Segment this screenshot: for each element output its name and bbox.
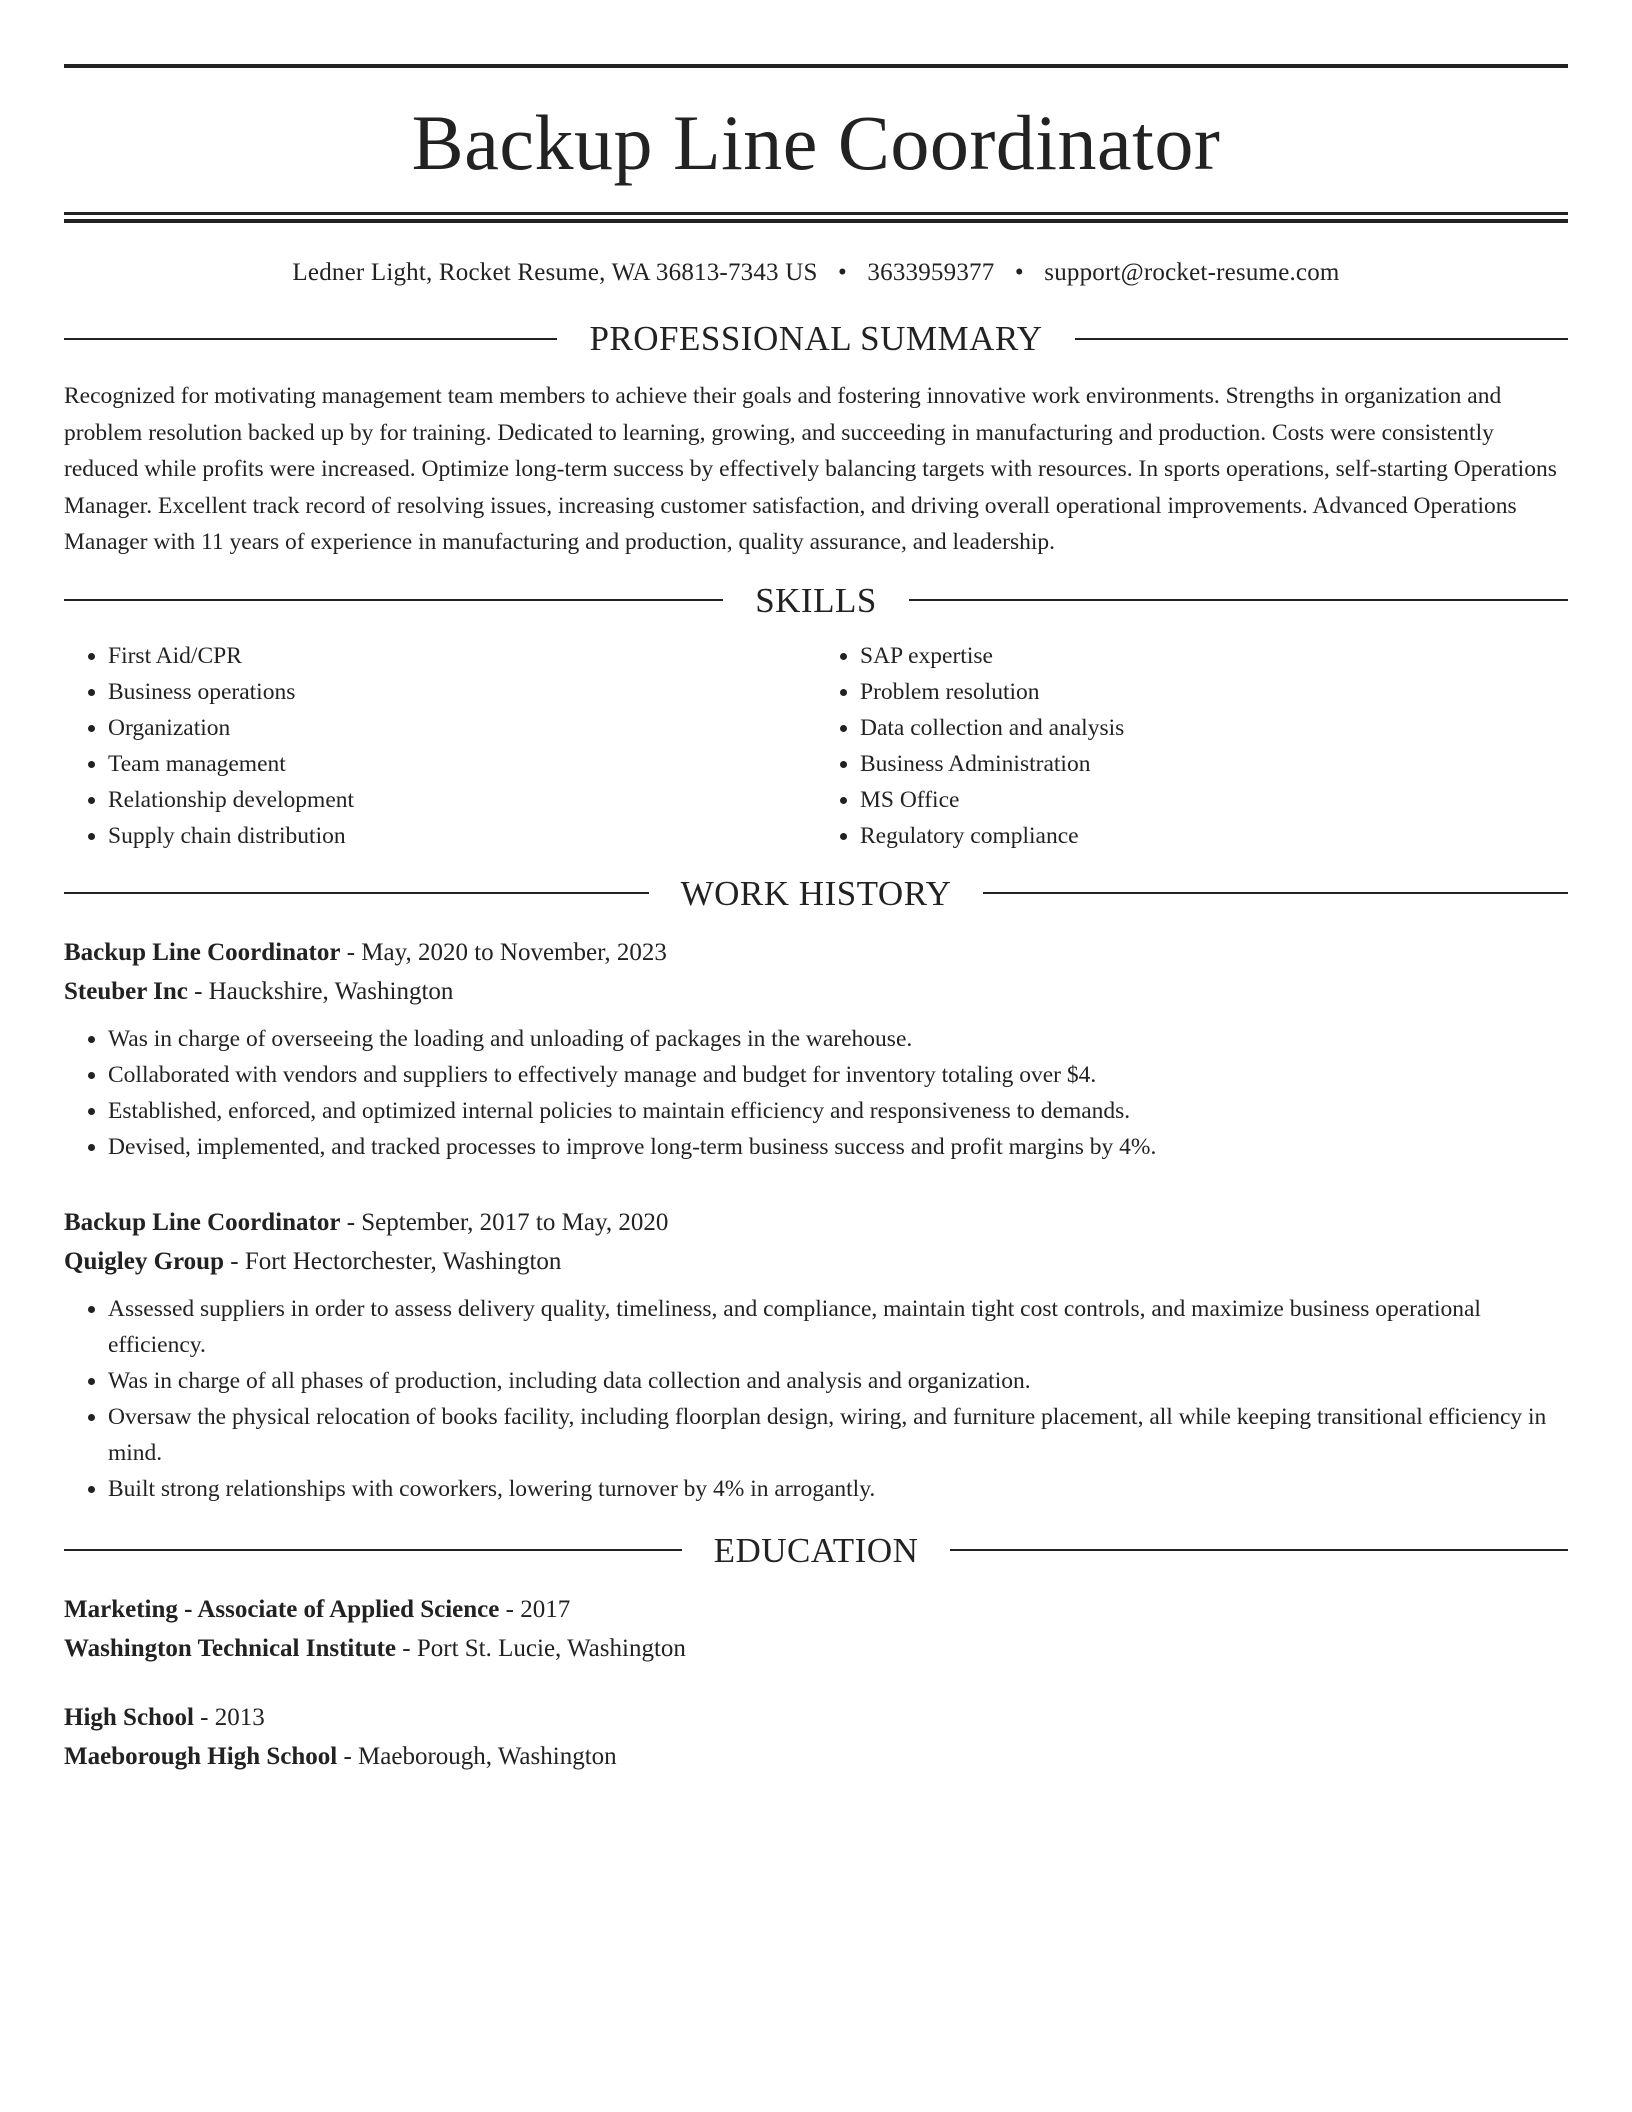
contact-line	[64, 259, 1568, 287]
job-bullet: • Established, enforced, and optimized internal policies to maintain efficiency and responsiveness to demands.	[108, 1093, 1568, 1129]
job-role-line	[64, 933, 1568, 972]
job-bullets	[64, 1291, 1568, 1507]
job-bullet: • Built strong relationships with coworkers, lowering turnover by 4% in arrogantly.	[108, 1471, 1568, 1507]
education-school-line	[64, 1737, 1568, 1776]
job-role: Backup Line Coordinator	[64, 1208, 341, 1236]
job-company: Steuber Inc	[64, 977, 188, 1005]
heading-rule-left	[64, 892, 649, 894]
job-entry	[64, 1203, 1568, 1507]
education-school: Maeborough High School	[64, 1742, 338, 1770]
job-dates: - May, 2020 to November, 2023	[340, 938, 667, 966]
job-location: - Fort Hectorchester, Washington	[224, 1247, 562, 1275]
contact-address: Ledner Light, Rocket Resume, WA 36813-7343 US	[292, 259, 818, 286]
education-school: Washington Technical Institute	[64, 1634, 397, 1662]
education-degree: High School	[64, 1703, 194, 1731]
heading-rule-left	[64, 599, 723, 601]
skills-column-right	[816, 638, 1568, 854]
education-location: - Port St. Lucie, Washington	[396, 1634, 686, 1662]
summary-title: PROFESSIONAL SUMMARY	[589, 319, 1043, 358]
job-location: - Hauckshire, Washington	[187, 977, 454, 1005]
contact-phone: 3633959377	[867, 259, 995, 286]
skill-item: • Organization	[108, 710, 816, 746]
job-bullets	[64, 1021, 1568, 1165]
job-bullet: • Collaborated with vendors and suppliers to effectively manage and budget for inventory totaling over $4.	[108, 1057, 1568, 1093]
skill-item: • Data collection and analysis	[860, 710, 1568, 746]
job-bullet: • Oversaw the physical relocation of books facility, including floorplan design, wiring, and furniture placement, all while keeping transitional efficiency in mind.	[108, 1399, 1568, 1471]
education-entry	[64, 1590, 1568, 1668]
education-degree: Marketing - Associate of Applied Science	[64, 1595, 500, 1623]
summary-section-heading	[64, 321, 1568, 356]
heading-rule-left	[64, 1549, 682, 1551]
heading-rule-right	[950, 1549, 1568, 1551]
job-role: Backup Line Coordinator	[64, 938, 341, 966]
skill-item: • Business operations	[108, 674, 816, 710]
skill-item: • First Aid/CPR	[108, 638, 816, 674]
skill-item: • Business Administration	[860, 746, 1568, 782]
skill-item: • MS Office	[860, 782, 1568, 818]
double-rule	[64, 212, 1568, 223]
education-degree-line	[64, 1698, 1568, 1737]
heading-rule-left	[64, 338, 557, 340]
top-rule	[64, 64, 1568, 68]
skill-item: • Regulatory compliance	[860, 818, 1568, 854]
skills-column-left	[64, 638, 816, 854]
skill-item: • Team management	[108, 746, 816, 782]
skill-item: • Supply chain distribution	[108, 818, 816, 854]
skills-title: SKILLS	[755, 580, 877, 620]
education-entry	[64, 1698, 1568, 1776]
job-dates: - September, 2017 to May, 2020	[340, 1208, 669, 1236]
job-company-line	[64, 972, 1568, 1011]
contact-separator: •	[1014, 259, 1024, 286]
education-location: - Maeborough, Washington	[337, 1742, 617, 1770]
education-year: - 2017	[499, 1595, 571, 1623]
skill-item: • SAP expertise	[860, 638, 1568, 674]
job-bullet: • Was in charge of all phases of production, including data collection and analysis and organization.	[108, 1363, 1568, 1399]
work-title: WORK HISTORY	[680, 873, 952, 913]
resume-name: Backup Line Coordinator	[411, 99, 1221, 186]
summary-text: Recognized for motivating management team members to achieve their goals and fostering innovative work environments. Strengths in organization and problem resolution backed up by for training. Dedicated to learning, growing, and succeeding in manufacturing and production. Costs were consistently reduced while profits were increased. Optimize long-term success by effectively balancing targets with resources. In sports operations, self-starting Operations Manager. Excellent track record of resolving issues, increasing customer satisfaction, and driving overall operational improvements. Advanced Operations Manager with 11 years of experience in manufacturing and production, quality assurance, and leadership.	[64, 383, 1557, 555]
skill-item: • Relationship development	[108, 782, 816, 818]
education-year: - 2013	[193, 1703, 265, 1731]
education-degree-line	[64, 1590, 1568, 1629]
education-school-line	[64, 1629, 1568, 1668]
education-section-heading	[64, 1530, 1568, 1570]
education-title: EDUCATION	[713, 1530, 919, 1570]
skills-list	[64, 638, 1568, 854]
contact-email: support@rocket-resume.com	[1044, 259, 1340, 286]
work-section-heading	[64, 873, 1568, 913]
job-role-line	[64, 1203, 1568, 1242]
contact-separator: •	[838, 259, 847, 286]
resume-page	[64, 64, 1568, 1776]
job-bullet: • Was in charge of overseeing the loading and unloading of packages in the warehouse.	[108, 1021, 1568, 1057]
heading-rule-right	[1075, 338, 1568, 340]
job-entry	[64, 933, 1568, 1165]
heading-rule-right	[983, 892, 1568, 894]
job-company-line	[64, 1242, 1568, 1281]
skill-item: • Problem resolution	[860, 674, 1568, 710]
skills-section-heading	[64, 580, 1568, 620]
heading-rule-right	[909, 599, 1568, 601]
job-bullet: • Assessed suppliers in order to assess delivery quality, timeliness, and compliance, maintain tight cost controls, and maximize business operational efficiency.	[108, 1291, 1568, 1363]
job-company: Quigley Group	[64, 1247, 224, 1275]
job-bullet: • Devised, implemented, and tracked processes to improve long-term business success and profit margins by 4%.	[108, 1129, 1568, 1165]
